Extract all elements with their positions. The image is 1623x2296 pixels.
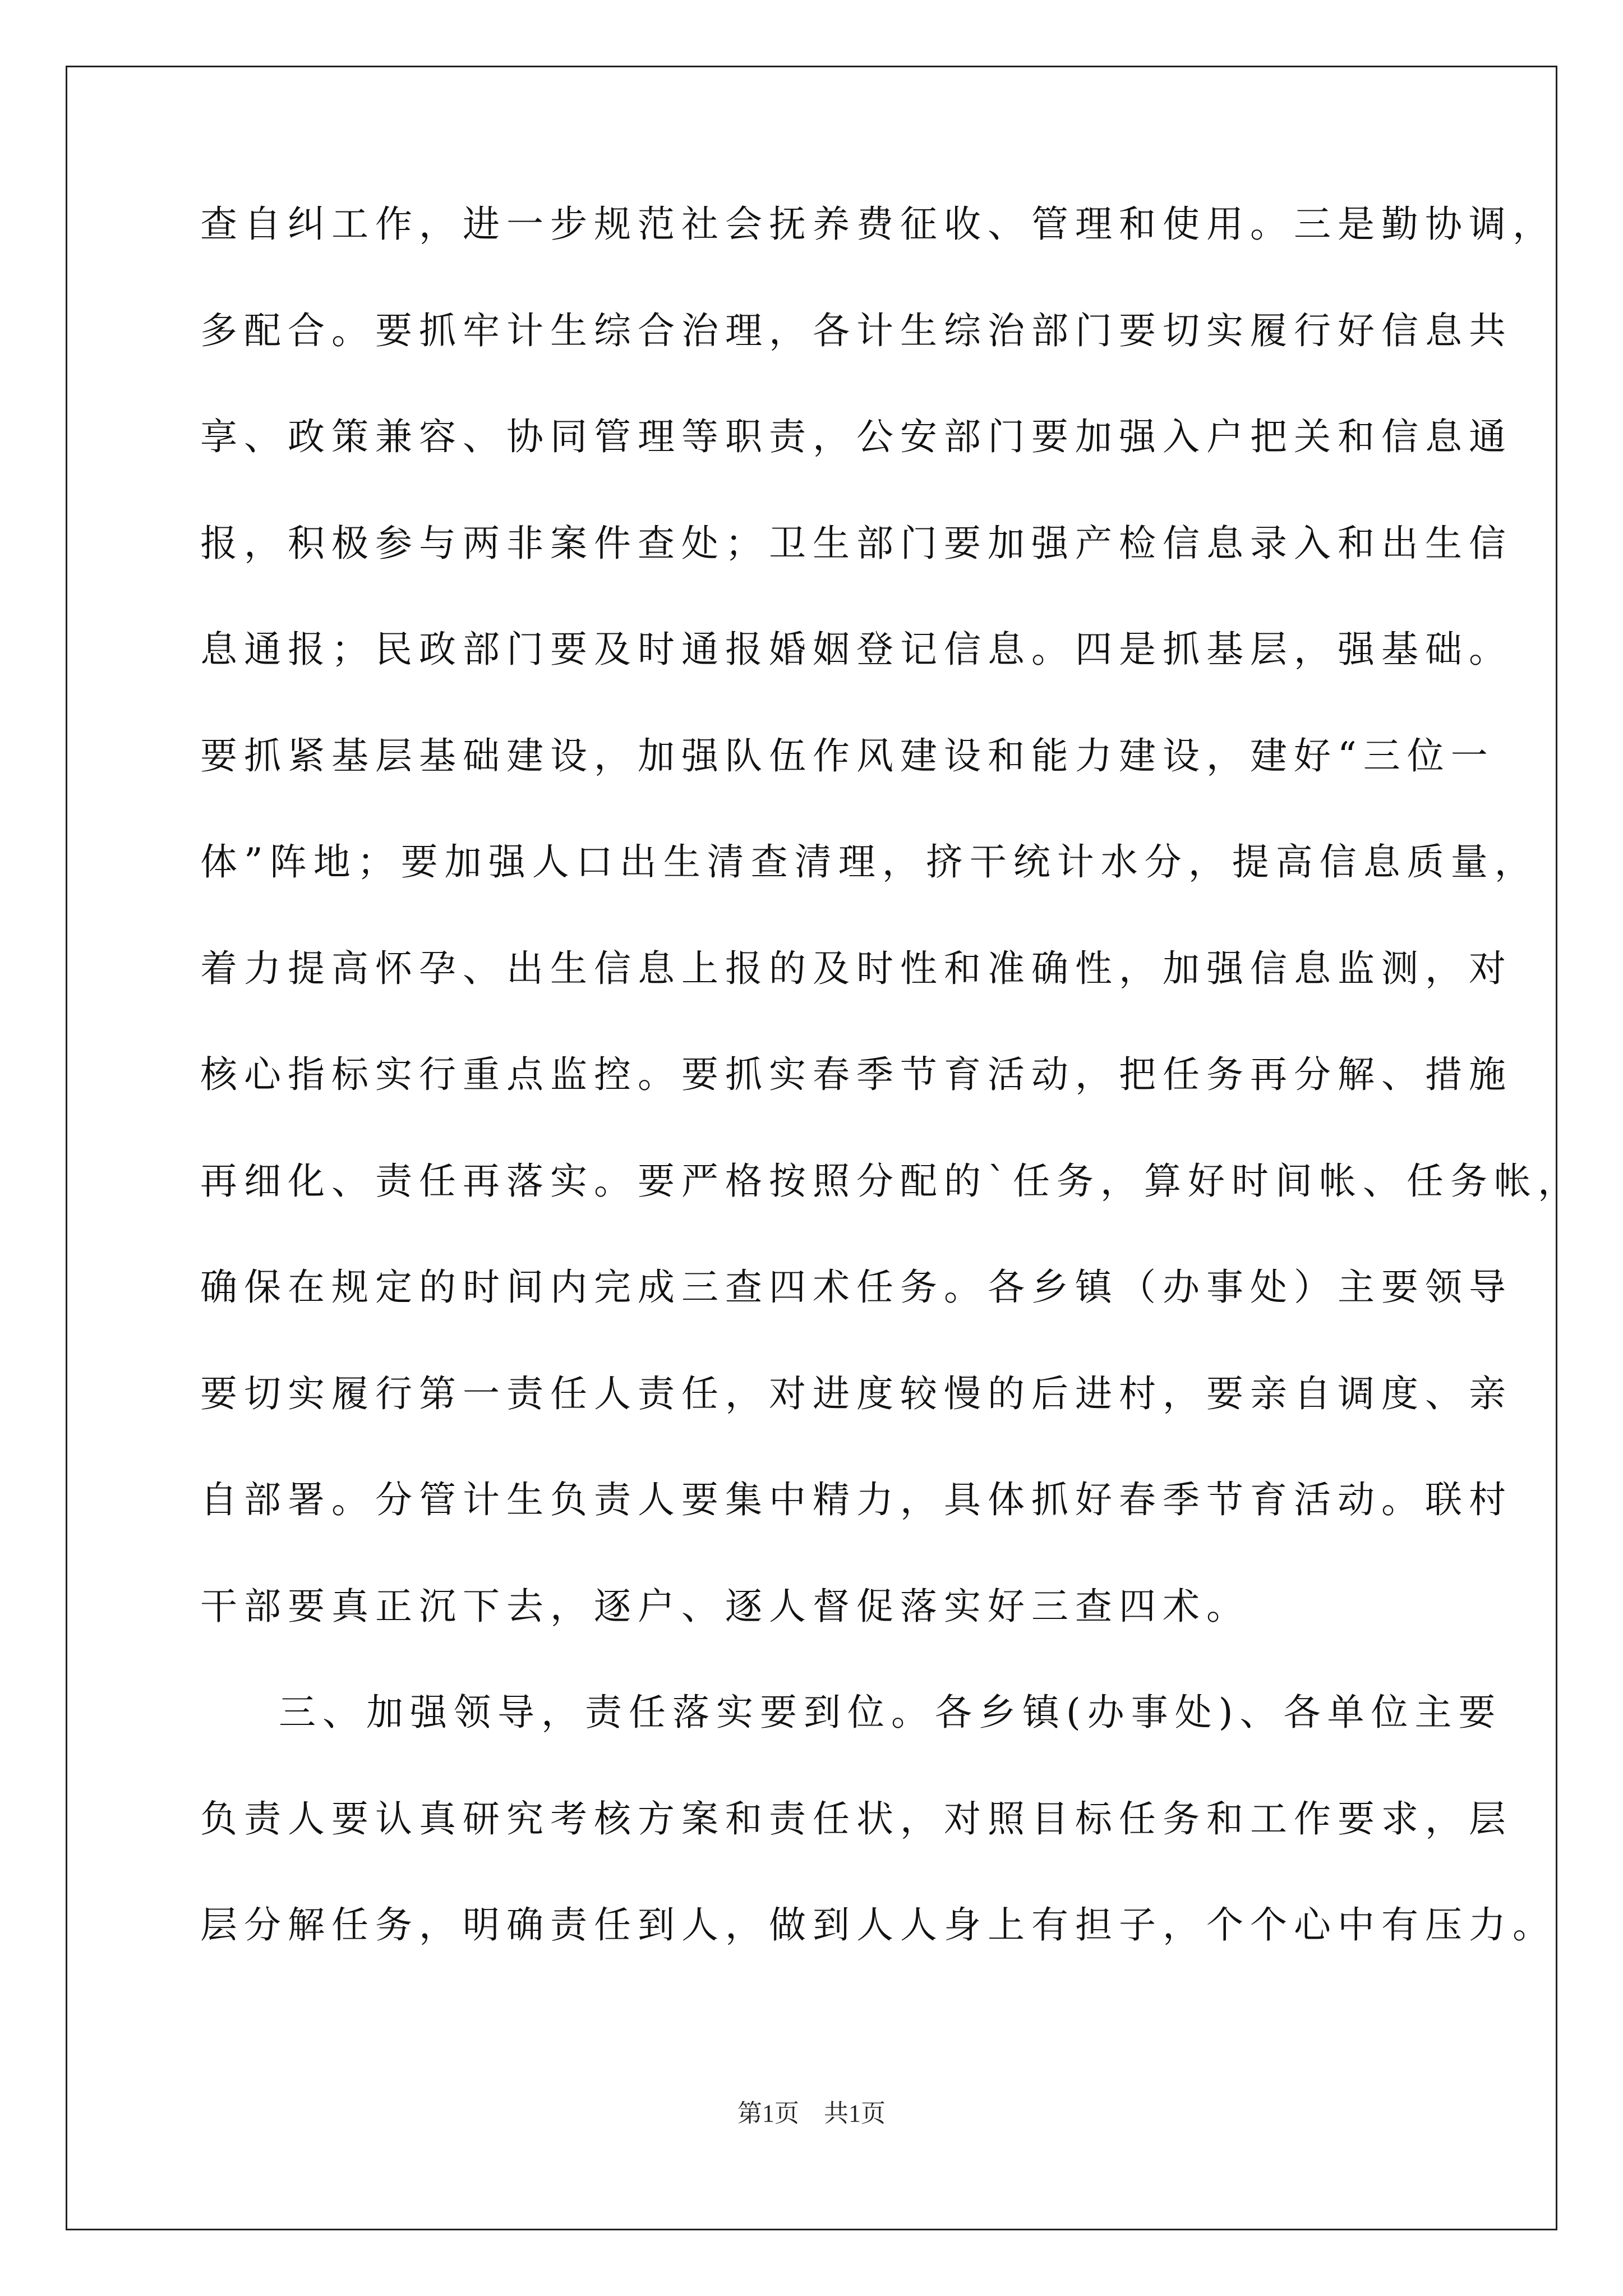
text-line: 报，积极参与两非案件查处；卫生部门要加强产检信息录入和出生信: [200, 521, 1513, 565]
text-line: 干部要真正沉下去，逐户、逐人督促落实好三查四术。: [200, 1584, 1250, 1628]
text-line: 息通报；民政部门要及时通报婚姻登记信息。四是抓基层，强基础。: [200, 628, 1513, 671]
document-body: [200, 199, 1581, 2007]
text-line: 享、政策兼容、协同管理等职责，公安部门要加强入户把关和信息通: [200, 415, 1513, 458]
text-line: 确保在规定的时间内完成三查四术任务。各乡镇（办事处）主要领导: [200, 1266, 1513, 1309]
text-line: 核心指标实行重点监控。要抓实春季节育活动，把任务再分解、措施: [200, 1053, 1513, 1096]
text-line: 要抓紧基层基础建设，加强队伍作风建设和能力建设，建好“三位一: [200, 734, 1495, 777]
text-line: 着力提高怀孕、出生信息上报的及时性和准确性，加强信息监测，对: [200, 946, 1513, 990]
page-footer: 第1页 共1页: [737, 2100, 886, 2127]
paragraph-start-line: 三、加强领导，责任落实要到位。各乡镇(办事处)、各单位主要: [279, 1691, 1502, 1734]
text-line: 自部署。分管计生负责人要集中精力，具体抓好春季节育活动。联村: [200, 1478, 1513, 1521]
text-line: 再细化、责任再落实。要严格按照分配的`任务，算好时间帐、任务帐，: [200, 1159, 1581, 1203]
text-line: 负责人要认真研究考核方案和责任状，对照目标任务和工作要求，层: [200, 1797, 1513, 1841]
text-line: 要切实履行第一责任人责任，对进度较慢的后进村，要亲自调度、亲: [200, 1372, 1513, 1415]
text-line: 层分解任务，明确责任到人，做到人人身上有担子，个个心中有压力。: [200, 1903, 1556, 1947]
text-line: 体”阵地；要加强人口出生清查清理，挤干统计水分，提高信息质量，: [200, 840, 1538, 884]
text-line: 查自纠工作，进一步规范社会抚养费征收、管理和使用。三是勤协调，: [200, 203, 1556, 246]
text-line: 多配合。要抓牢计生综合治理，各计生综治部门要切实履行好信息共: [200, 309, 1513, 352]
